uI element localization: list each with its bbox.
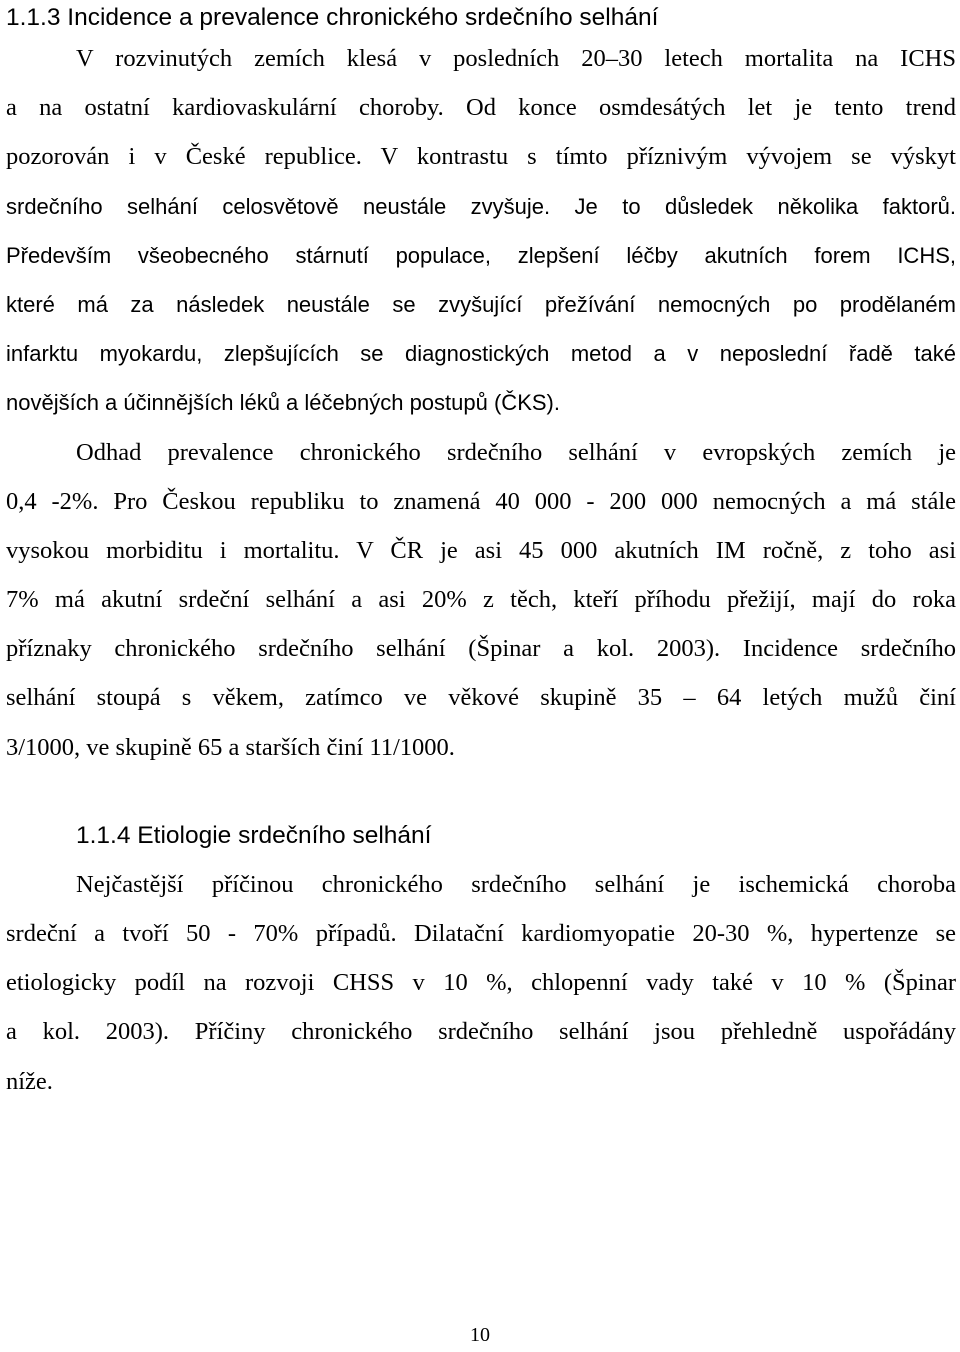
text-line: 7% má akutní srdeční selhání a asi 20% z těch, kteří příhodu přežijí, mají do roka [6, 586, 956, 614]
paragraph-incidence-2 [6, 428, 956, 772]
text-line: infarktu myokardu, zlepšujících se diagnostických metod a v neposlední řadě také [6, 341, 956, 367]
text-line: pozorován i v České republice. V kontrastu s tímto příznivým vývojem se výskyt [6, 143, 956, 171]
text-line: Odhad prevalence chronického srdečního selhání v evropských zemích je [76, 438, 956, 466]
text-line: etiologicky podíl na rozvoji CHSS v 10 %, chlopenní vady také v 10 % (Špinar [6, 969, 956, 997]
text-line: Především všeobecného stárnutí populace, zlepšení léčby akutních forem ICHS, [6, 242, 956, 268]
text-line: a kol. 2003). Příčiny chronického srdečního selhání jsou přehledně uspořádány [6, 1018, 956, 1046]
paragraph-etiology-1 [6, 860, 956, 1106]
page-number: 10 [470, 1324, 490, 1346]
paragraph-incidence-1 [6, 34, 956, 428]
text-line: srdeční a tvoří 50 - 70% případů. Dilatační kardiomyopatie 20-30 %, hypertenze se [6, 920, 956, 947]
section-heading-etiology: 1.1.4 Etiologie srdečního selhání [76, 821, 432, 849]
text-line: a na ostatní kardiovaskulární choroby. Od konce osmdesátých let je tento trend [6, 94, 956, 122]
section-heading-incidence: 1.1.3 Incidence a prevalence chronického srdečního selhání [6, 4, 659, 31]
text-line: V rozvinutých zemích klesá v posledních 20–30 letech mortalita na ICHS [76, 45, 956, 72]
text-line: 0,4 -2%. Pro Českou republiku to znamená 40 000 - 200 000 nemocných a má stále [6, 487, 956, 515]
text-line: příznaky chronického srdečního selhání (Špinar a kol. 2003). Incidence srdečního [6, 635, 956, 663]
text-line: srdečního selhání celosvětově neustále zvyšuje. Je to důsledek několika faktorů. [6, 193, 956, 219]
document-page [6, 0, 956, 1106]
text-line: níže. [6, 1067, 53, 1095]
text-line: selhání stoupá s věkem, zatímco ve věkové skupině 35 – 64 letých mužů činí [6, 684, 956, 712]
text-line: které má za následek neustále se zvyšující přežívání nemocných po prodělaném [6, 291, 956, 317]
text-line: Nejčastější příčinou chronického srdečního selhání je ischemická choroba [76, 870, 956, 898]
section-gap [6, 772, 956, 820]
text-line: novějších a účinnějších léků a léčebných postupů (ČKS). [6, 390, 560, 416]
text-line: vysokou morbiditu i mortalitu. V ČR je asi 45 000 akutních IM ročně, z toho asi [6, 536, 956, 564]
text-line: 3/1000, ve skupině 65 a starších činí 11/1000. [6, 733, 455, 761]
